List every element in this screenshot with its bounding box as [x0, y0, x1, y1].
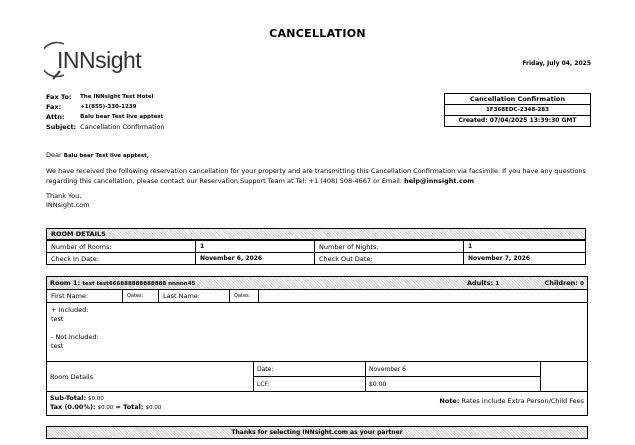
page-title: CANCELLATION [269, 27, 366, 40]
innsight-logo [44, 38, 159, 80]
guest-names: First Name: Qates: Last Name: Qates: [47, 290, 587, 303]
confirmation-number: 1F368EDC-2348-283 [445, 105, 590, 116]
footer-banner: Thanks for selecting INNsight.com as your partner [46, 426, 588, 439]
fax-number: +1(855)-330-1239 [80, 104, 137, 110]
room-rate-table: Room Details Date: November 6 LCF: $0.00 [47, 361, 587, 392]
fax-subject: Cancellation Confirmation [80, 123, 165, 131]
inclusions: + Included: test - Not Included: test [51, 306, 99, 350]
checkin-date: November 6, 2026 [196, 253, 315, 265]
fax-attn: Balu bear Test live apptest [80, 114, 164, 120]
support-email: help@innsight.com [404, 176, 475, 185]
signoff: Thank You, INNsight.com [46, 192, 90, 209]
checkout-date: November 7, 2026 [464, 253, 586, 265]
fax-header: Fax To: The INNsight Test Hotel Fax: +1(855)-330-1239 Attn: Balu bear Test live apptest Subject: Cancellation Confirmation [46, 92, 169, 132]
confirmation-heading: Cancellation Confirmation [445, 94, 590, 105]
confirmation-created: Created: 07/04/2025 13:39:30 GMT [458, 117, 577, 124]
room-details-section: ROOM DETAILS Number of Rooms: 1 Number of Nights: 1 Check In Date: November 6, 2026 Check Out Date: November 7, 2026 [46, 228, 586, 265]
room-totals: Sub-Total: $0.00 Tax (0.00%): $0.00 = Total: $0.00 Note: Rates include Extra Person/Child Fees [50, 394, 584, 411]
document-date: Friday, July 04, 2025 [522, 60, 591, 67]
confirmation-box [444, 93, 591, 127]
salutation: Dear Balu bear Test live apptest, [46, 151, 149, 159]
rate-note: Note: Rates include Extra Person/Child Fees [439, 397, 584, 405]
room-details-heading: ROOM DETAILS [46, 228, 586, 240]
room-heading: Room 1: test test666888888888888 nnnnn45 Adults: 1 Children: 0 [47, 277, 587, 290]
fax-to: The INNsight Test Hotel [80, 94, 154, 100]
svg-text:INNsight: INNsight [57, 47, 142, 73]
room-section [46, 276, 588, 416]
letter-body: We have received the following reservation cancellation for your property and are transmitting this Cancellation Confirmation via facsimile. If you have any questions regarding this cancellation, please contact our Reservation Support Team at Tel: +1 (408) 508-4667 or Email: help@innsight.com [46, 167, 586, 185]
